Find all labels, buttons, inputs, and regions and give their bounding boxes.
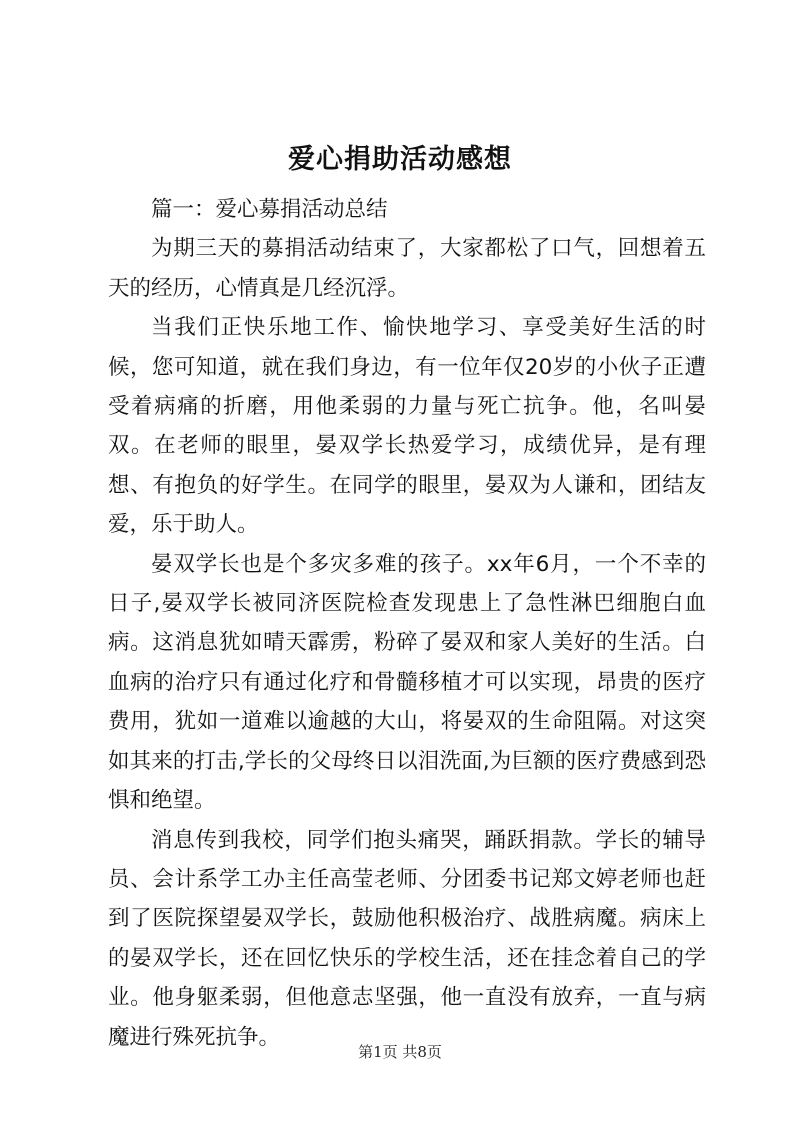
paragraph: 为期三天的募捐活动结束了，大家都松了口气，回想着五天的经历，心情真是几经沉浮。	[108, 236, 706, 301]
document-title: 爱心捐助活动感想	[288, 144, 512, 175]
paragraph: 消息传到我校，同学们抱头痛哭，踊跃捐款。学长的辅导员、会计系学工办主任高莹老师、分团委书记郑文婷老师也赶到了医院探望晏双学长，鼓励他积极治疗、战胜病魔。病床上的晏双学长，还在回忆快乐的学校生活，还在挂念着自己的学业。他身躯柔弱，但他意志坚强，他一直没有放弃，一直与病魔进行殊死抗争。	[108, 827, 706, 1050]
document-body	[108, 190, 706, 1057]
paragraph: 晏双学长也是个多灾多难的孩子。xx年6月，一个不幸的日子,晏双学长被同济医院检查发现患上了急性淋巴细胞白血病。这消息犹如晴天霹雳，粉碎了晏双和家人美好的生活。白血病的治疗只有通过化疗和骨髓移植才可以实现，昂贵的医疗费用，犹如一道难以逾越的大山，将晏双的生命阻隔。对这突如其来的打击,学长的父母终日以泪洗面,为巨额的医疗费感到恐惧和绝望。	[108, 551, 706, 814]
paragraph: 当我们正快乐地工作、愉快地学习、享受美好生活的时候，您可知道，就在我们身边，有一位年仅20岁的小伙子正遭受着病痛的折磨，用他柔弱的力量与死亡抗争。他，名叫晏双。在老师的眼里，晏双学长热爱学习，成绩优异，是有理想、有抱负的好学生。在同学的眼里，晏双为人谦和，团结友爱，乐于助人。	[108, 315, 706, 538]
section-heading: 篇一：爱心募捐活动总结	[151, 197, 388, 222]
page-footer: 第1页 共8页	[358, 1043, 442, 1061]
